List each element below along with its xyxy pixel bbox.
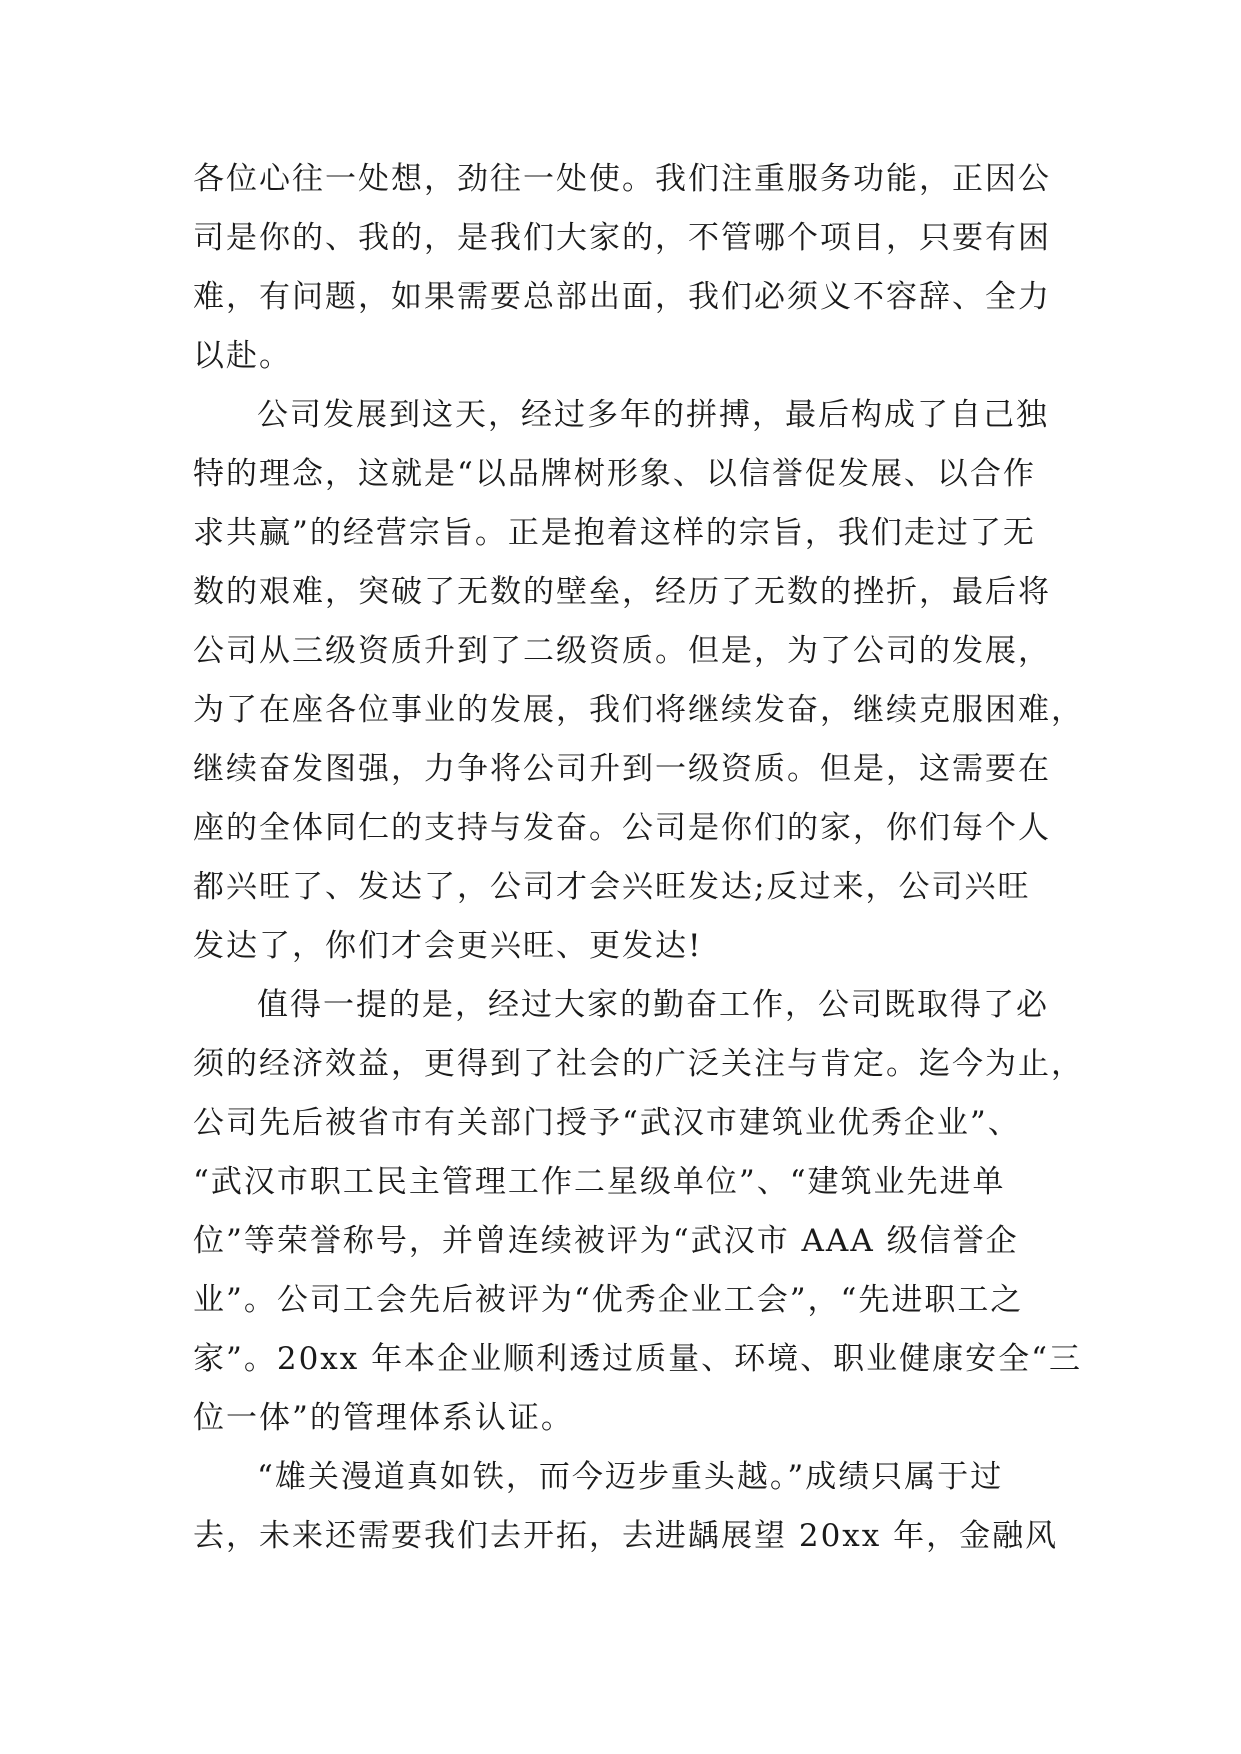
text-line: 家”。20xx 年本企业顺利透过质量、环境、职业健康安全“三: [193, 1341, 1082, 1377]
text-line: 以赴。: [193, 338, 292, 374]
text-line: 难，有问题，如果需要总部出面，我们必须义不容辞、全力: [193, 279, 1051, 315]
text-line: 司是你的、我的，是我们大家的，不管哪个项目，只要有困: [193, 220, 1051, 256]
text-line: 都兴旺了、发达了，公司才会兴旺发达;反过来，公司兴旺: [193, 869, 1031, 905]
text-line: 特的理念，这就是“以品牌树形象、以信誉促发展、以合作: [193, 456, 1036, 492]
text-line: 业”。公司工会先后被评为“优秀企业工会”，“先进职工之: [193, 1282, 1024, 1318]
document-body: [193, 150, 1084, 1566]
text-line: 数的艰难，突破了无数的壁垒，经历了无数的挫折，最后将: [193, 574, 1051, 610]
text-line: 座的全体同仁的支持与发奋。公司是你们的家，你们每个人: [193, 810, 1051, 846]
paragraph-first-line: “雄关漫道真如铁，而今迈步重头越。”成绩只属于过: [257, 1459, 1004, 1495]
text-line: 求共赢”的经营宗旨。正是抱着这样的宗旨，我们走过了无: [193, 515, 1036, 551]
text-line: 公司先后被省市有关部门授予“武汉市建筑业优秀企业”、: [193, 1105, 1021, 1141]
text-line: 位”等荣誉称号，并曾连续被评为“武汉市 AAA 级信誉企: [193, 1223, 1019, 1259]
text-line: 须的经济效益，更得到了社会的广泛关注与肯定。迄今为止，: [193, 1046, 1084, 1082]
paragraph-first-line: 值得一提的是，经过大家的勤奋工作，公司既取得了必: [257, 987, 1049, 1023]
text-line: 公司从三级资质升到了二级资质。但是，为了公司的发展，: [193, 633, 1051, 669]
text-line: 继续奋发图强，力争将公司升到一级资质。但是，这需要在: [193, 751, 1051, 787]
text-line: 去，未来还需要我们去开拓，去进龋展望 20xx 年，金融风: [193, 1518, 1059, 1554]
text-line: 发达了，你们才会更兴旺、更发达!: [193, 928, 703, 964]
text-line: “武汉市职工民主管理工作二星级单位”、“建筑业先进单: [193, 1164, 1006, 1200]
text-line: 位一体”的管理体系认证。: [193, 1400, 574, 1436]
text-line: 各位心往一处想，劲往一处使。我们注重服务功能，正因公: [193, 161, 1051, 197]
text-line: 为了在座各位事业的发展，我们将继续发奋，继续克服困难，: [193, 692, 1084, 728]
paragraph-first-line: 公司发展到这天，经过多年的拼搏，最后构成了自己独: [257, 397, 1049, 433]
